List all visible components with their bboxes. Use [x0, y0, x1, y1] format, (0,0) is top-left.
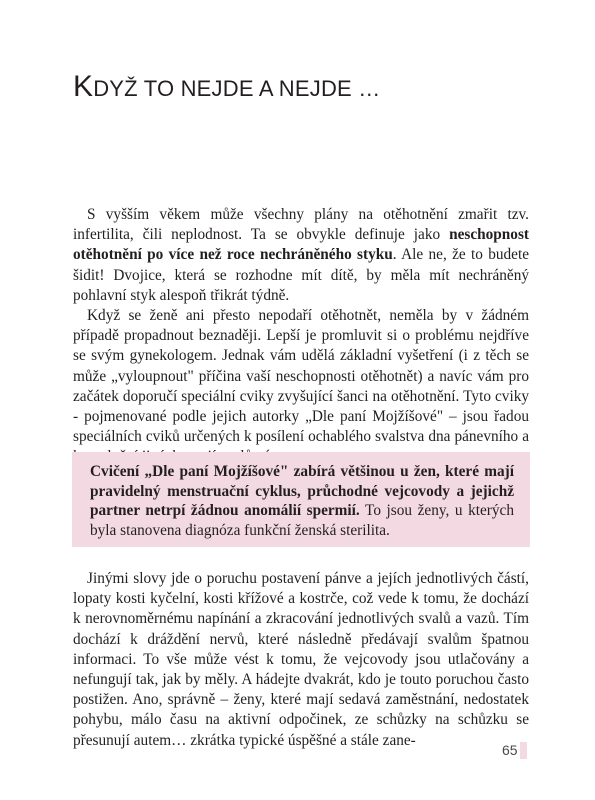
page-number-marker [520, 742, 527, 759]
chapter-title-rest: DYŽ TO NEJDE A NEJDE … [93, 76, 381, 101]
continuation-text [73, 569, 529, 751]
highlight-box-bold: Cvičení „Dle paní Mojžíšové" zabírá většinou u žen, které mají pravidelný menstruační cyklus, průchodné vejcovody a jejichž partner netrpí žádnou anomálií spermií. [90, 463, 514, 520]
infertility-definition: neschopnost otěhotnění po více než roce nechráněného styku [73, 226, 529, 264]
highlight-box-regular: To jsou ženy, u kterých byla stanovena diagnóza funkční ženská sterilita. [90, 502, 514, 539]
intro-paragraph-1-text-a: S vyšším věkem může všechny plány na otěhotnění zmařit tzv. infertilita, čili neplodnost. Ta se obvykle definuje jako [73, 206, 529, 244]
highlight-box-text [90, 462, 514, 540]
highlight-box [72, 452, 530, 547]
chapter-title [73, 70, 380, 104]
intro-paragraph-2: Když se ženě ani přesto nepodaří otěhotnět, neměla by v žádném případě propadnout beznaději. Lepší je promluvit si o problému nejdříve se svým gynekologem. Jednak vám udělá základní vyšetření (i z těch se může „vyloupnout" příčina vaší neschopnosti otěhotnět) a navíc vám pro začátek doporučí speciální cviky zvyšující šanci na otěhotnění. Tyto cviky - pojmenované podle jejich autorky „Dle paní Mojžíšové" – jsou řadou speciálních cviků určených k posílení ochablého svalstva dna pánevního a [73, 307, 529, 446]
intro-paragraph-1 [73, 205, 529, 306]
page-number: 65 [502, 742, 518, 758]
intro-paragraph-1-text-b: . Ale ne, že to budete šidit! Dvojice, která se rozhodne mít dítě, by měla mít nechráněný pohlavní styk alespoň třikrát týdně. [73, 246, 530, 304]
intro-text [73, 205, 529, 468]
continuation-paragraph: Jinými slovy jde o poruchu postavení pánve a jejích jednotlivých částí, lopaty kosti kyčelní, kosti křížové a kostrče, což vede k tomu, že dochází k nerovnoměrnému napínání a zkracování jednotlivých svalů a vazů. Tím dochází k dráždění nervů, které následně předávají svalům špatnou informaci. To vše může vést k tomu, že vejcovody jsou utlačovány a nefungují tak, jak by měly. A hádejte dvakrát, kdo je touto poruchou často postižen. Ano, správně – ženy, které mají sedavá zaměstnání, nedostatek pohybu, málo času na aktivní odpočinek, ze schůzky na schůzku se přesunují autem… zkrátka typické úspěšné a stále zane- [73, 570, 529, 749]
chapter-title-initial: K [73, 70, 94, 103]
